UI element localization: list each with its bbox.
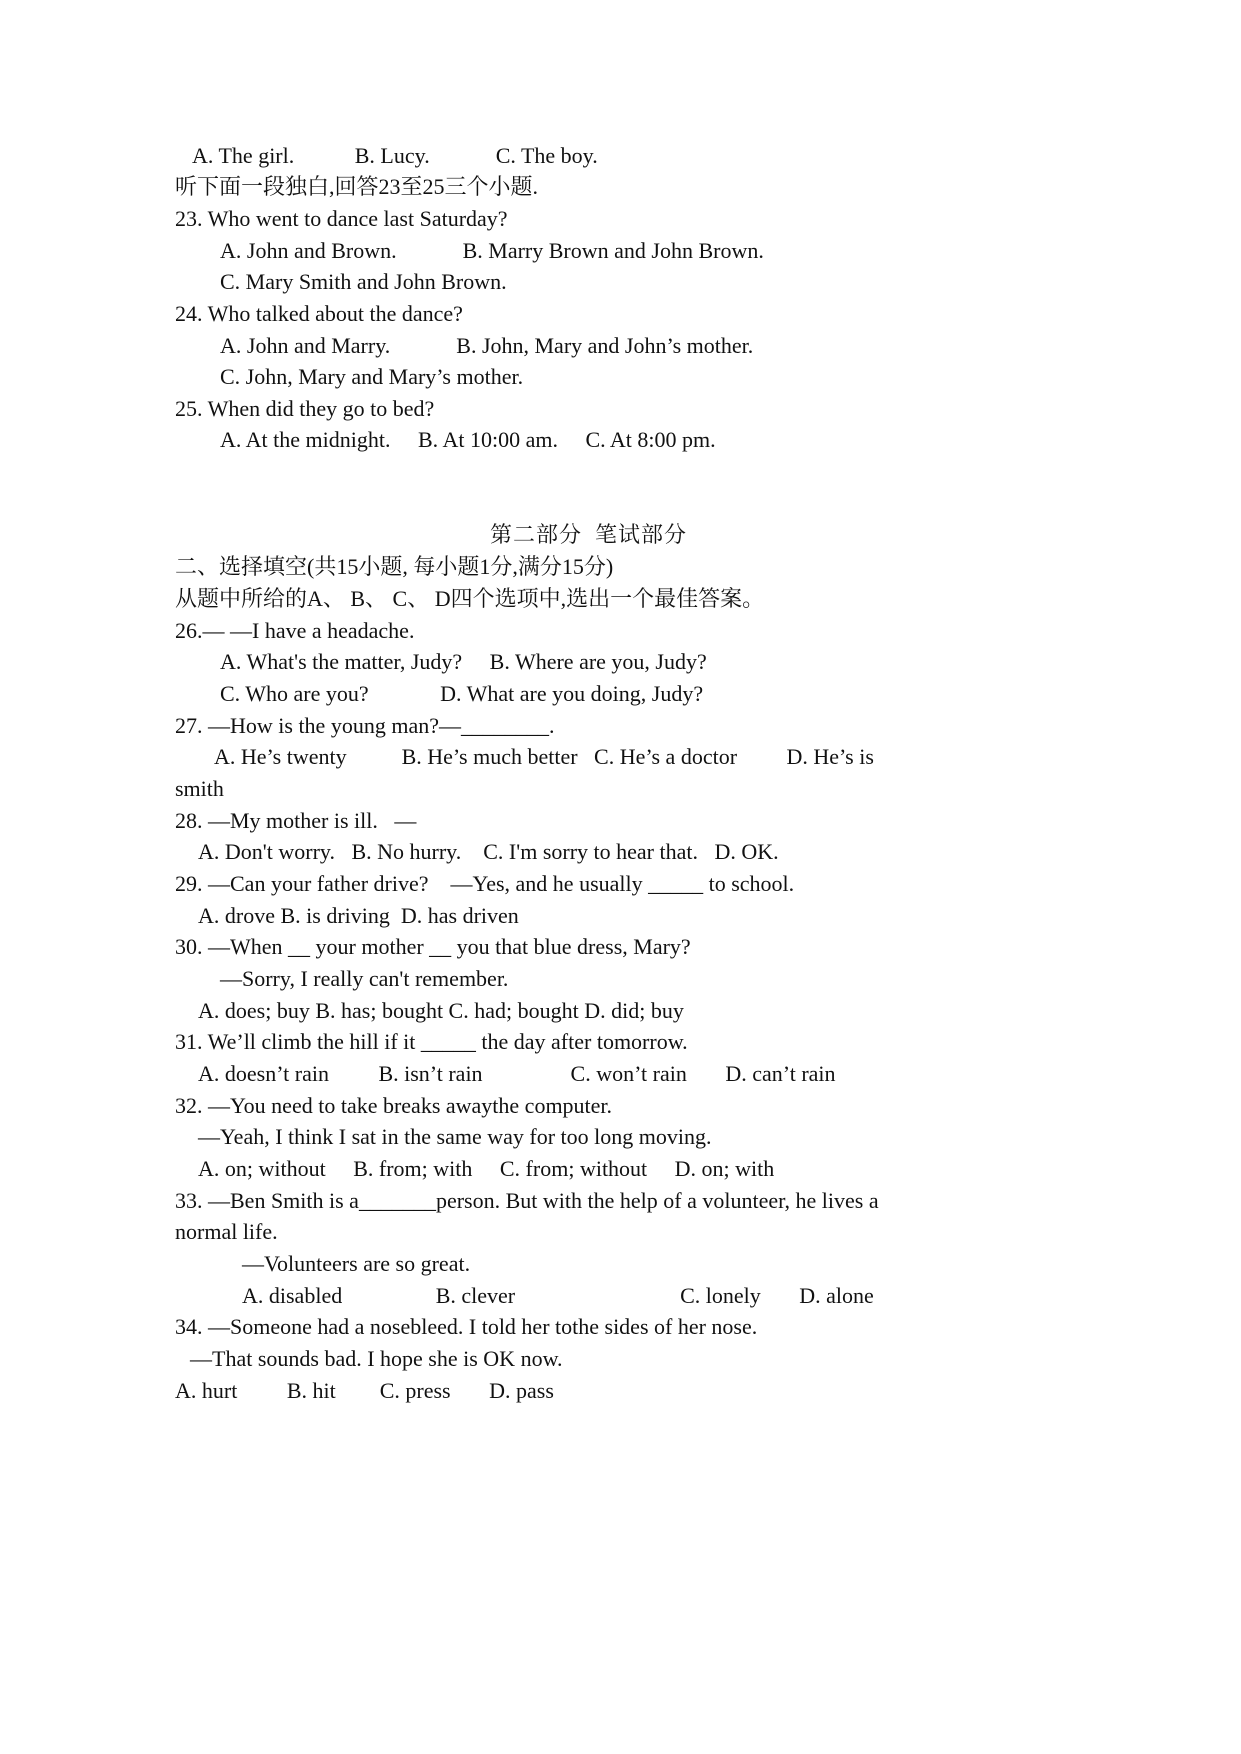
q33-options: A. disabled B. clever C. lonely D. alone [242,1283,874,1308]
q23-option-c: C. Mary Smith and John Brown. [220,269,507,294]
q25-options: A. At the midnight. B. At 10:00 am. C. At 8:00 pm. [220,427,716,452]
q30-options: A. does; buy B. has; bought C. had; bought D. did; buy [198,998,684,1023]
q30-question: 30. —When __ your mother __ you that blue dress, Mary? [175,934,691,959]
q26-question: 26.— —I have a headache. [175,618,415,643]
section-two-instruction: 从题中所给的A、 B、 C、 D四个选项中,选出一个最佳答案。 [175,586,765,611]
listening-instruction: 听下面一段独白,回答23至25三个小题. [175,174,539,199]
q23-question: 23. Who went to dance last Saturday? [175,206,508,231]
q26-options-cd: C. Who are you? D. What are you doing, Judy? [220,681,704,706]
q31-question: 31. We’ll climb the hill if it _____ the day after tomorrow. [175,1029,688,1054]
q34-response: —That sounds bad. I hope she is OK now. [190,1346,563,1371]
q23-options-ab: A. John and Brown. B. Marry Brown and John Brown. [220,238,764,263]
q24-option-c: C. John, Mary and Mary’s mother. [220,364,524,389]
q24-question: 24. Who talked about the dance? [175,301,463,326]
q22-options: A. The girl. B. Lucy. C. The boy. [192,143,598,168]
q28-options: A. Don't worry. B. No hurry. C. I'm sorry to hear that. D. OK. [198,839,779,864]
q32-response: —Yeah, I think I sat in the same way for too long moving. [198,1124,712,1149]
q25-question: 25. When did they go to bed? [175,396,435,421]
q30-response: —Sorry, I really can't remember. [220,966,509,991]
q26-options-ab: A. What's the matter, Judy? B. Where are you, Judy? [220,649,707,674]
q29-question: 29. —Can your father drive? —Yes, and he usually _____ to school. [175,871,795,896]
q27-question: 27. —How is the young man?—________. [175,713,555,738]
q33-response: —Volunteers are so great. [242,1251,471,1276]
q31-options: A. doesn’t rain B. isn’t rain C. won’t rain D. can’t rain [198,1061,836,1086]
q32-question: 32. —You need to take breaks awaythe computer. [175,1093,613,1118]
part-two-heading: 第二部分 笔试部分 [490,522,688,547]
q32-options: A. on; without B. from; with C. from; without D. on; with [198,1156,775,1181]
q29-options: A. drove B. is driving D. has driven [198,903,519,928]
q34-options: A. hurt B. hit C. press D. pass [175,1378,554,1403]
q33-question: 33. —Ben Smith is a_______person. But with the help of a volunteer, he lives a [175,1188,879,1213]
q27-options-wrap: smith [175,776,224,801]
section-two-title: 二、选择填空(共15小题, 每小题1分,满分15分) [175,554,614,579]
q24-options-ab: A. John and Marry. B. John, Mary and John’s mother. [220,333,754,358]
q28-question: 28. —My mother is ill. — [175,808,417,833]
q33-question-wrap: normal life. [175,1219,278,1244]
q34-question: 34. —Someone had a nosebleed. I told her tothe sides of her nose. [175,1314,758,1339]
q27-options: A. He’s twenty B. He’s much better C. He’s a doctor D. He’s is [214,744,874,769]
